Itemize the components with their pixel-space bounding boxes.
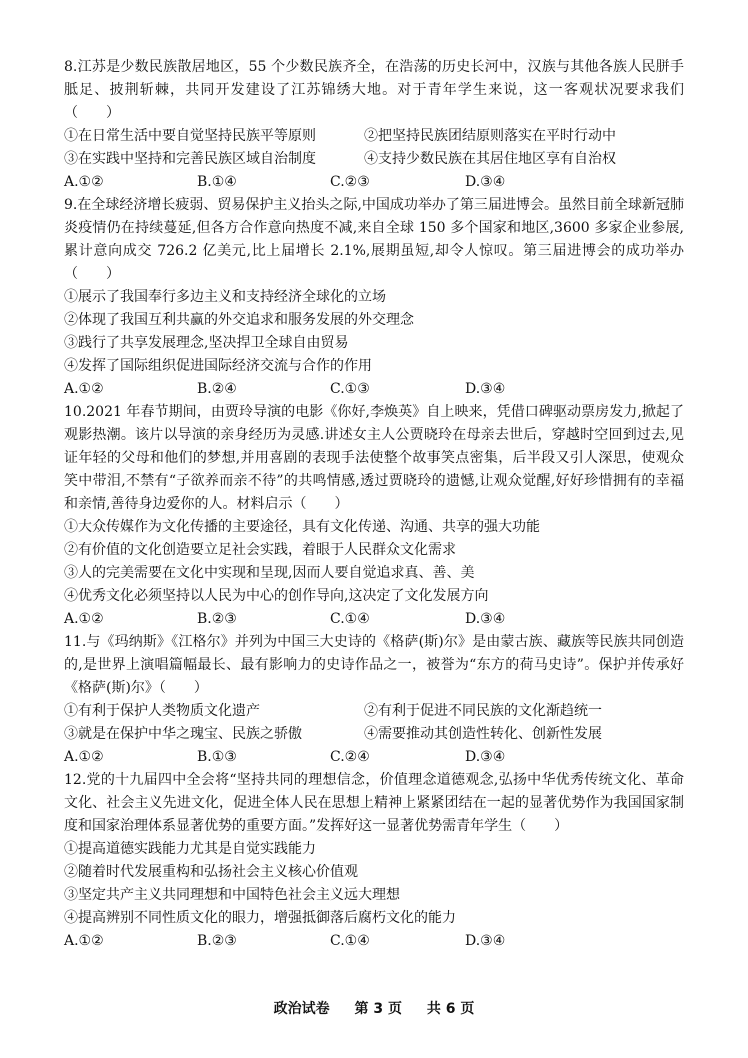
answer-d: D.③④ [465, 381, 506, 397]
answer-d: D.③④ [465, 611, 506, 627]
option-2: ②体现了我国互利共赢的外交追求和服务发展的外交理念 [64, 312, 414, 328]
answer-b: B.②④ [197, 381, 237, 397]
footer-subject: 政治试卷 [273, 1001, 330, 1017]
answer-d: D.③④ [465, 174, 506, 190]
option-1: ①有利于保护人类物质文化遗产 [64, 703, 260, 719]
option-3: ③践行了共享发展理念,坚决捍卫全球自由贸易 [64, 335, 349, 351]
question-stem: 8.江苏是少数民族散居地区，55 个少数民族齐全，在浩荡的历史长河中，汉族与其他各族人民胼手胝足、披荆斩棘，共同开发建设了江苏锦绣大地。对于青年学生来说，这一客观状况要求我们（ ） [64, 59, 684, 121]
answer-c: C.①④ [330, 611, 370, 627]
question-stem: 12.党的十九届四中全会将“坚持共同的理想信念，价值理念道德观念,弘扬中华优秀传统文化、革命文化、社会主义先进文化，促进全体人民在思想上精神上紧紧团结在一起的显著优势作为我国国家制度和国家治理体系显著优势的重要方面。”发挥好这一显著优势需青年学生（ ） [64, 772, 684, 834]
option-1: ①提高道德实践能力尤其是自觉实践能力 [64, 841, 316, 857]
question-stem: 11.与《玛纳斯》《江格尔》并列为中国三大史诗的《格萨(斯)尔》是由蒙古族、藏族等民族共同创造的,是世界上演唱篇幅最长、最有影响力的史诗作品之一，被誉为“东方的荷马史诗”。保护并传承好《格萨(斯)尔》（ ） [64, 634, 684, 696]
option-row [64, 125, 684, 148]
answer-c: C.②③ [330, 174, 370, 190]
question-12 [64, 769, 684, 953]
question-area [64, 56, 684, 953]
question-10 [64, 401, 684, 631]
answer-choices [64, 608, 684, 631]
answer-a: A.①② [64, 749, 104, 765]
option-2: ②有价值的文化创造要立足社会实践，着眼于人民群众文化需求 [64, 542, 456, 558]
option-4: ④需要推动其创造性转化、创新性发展 [364, 726, 602, 742]
option-3: ③坚定共产主义共同理想和中国特色社会主义远大理想 [64, 887, 400, 903]
answer-d: D.③④ [465, 749, 506, 765]
option-1: ①展示了我国奉行多边主义和支持经济全球化的立场 [64, 289, 386, 305]
footer-page-number: 第 3 页 [354, 1001, 402, 1017]
option-4: ④优秀文化必须坚持以人民为中心的创作导向,这决定了文化发展方向 [64, 588, 489, 604]
answer-choices [64, 171, 684, 194]
option-2: ②随着时代发展重构和弘扬社会主义核心价值观 [64, 864, 358, 880]
question-8 [64, 56, 684, 194]
answer-c: C.①③ [330, 381, 370, 397]
option-row [64, 148, 684, 171]
question-stem: 9.在全球经济增长疲弱、贸易保护主义抬头之际,中国成功举办了第三届进博会。虽然目前全球新冠肺炎疫情仍在持续蔓延,但各方合作意向热度不减,来自全球 150 多个国家和地区,3600 多家企业参展,累计意向成交 726.2 亿美元,比上届增长 2.1%,展期虽短,却令人惊叹。第三届进博会的成功举办（ ） [64, 197, 684, 282]
page-footer [0, 998, 748, 1018]
option-3: ③就是在保护中华之瑰宝、民族之骄傲 [64, 726, 302, 742]
option-4: ④提高辨别不同性质文化的眼力，增强抵御落后腐朽文化的能力 [64, 910, 456, 926]
answer-a: A.①② [64, 933, 104, 949]
option-1: ①在日常生活中要自觉坚持民族平等原则 [64, 128, 316, 144]
answer-b: B.①③ [197, 749, 237, 765]
answer-c: C.②④ [330, 749, 370, 765]
answer-b: B.②③ [197, 933, 237, 949]
option-row [64, 700, 684, 723]
answer-a: A.①② [64, 381, 104, 397]
option-2: ②把坚持民族团结原则落实在平时行动中 [364, 128, 616, 144]
answer-choices [64, 746, 684, 769]
option-3: ③人的完美需要在文化中实现和呈现,因而人要自觉追求真、善、美 [64, 565, 475, 581]
answer-d: D.③④ [465, 933, 506, 949]
option-4: ④发挥了国际组织促进国际经济交流与合作的作用 [64, 358, 372, 374]
option-row [64, 723, 684, 746]
answer-c: C.①④ [330, 933, 370, 949]
question-stem: 10.2021 年春节期间，由贾玲导演的电影《你好,李焕英》自上映来，凭借口碑驱动票房发力,掀起了观影热潮。该片以导演的亲身经历为灵感.讲述女主人公贾晓玲在母亲去世后，穿越时空回到过去,见证年轻的父母和他们的梦想,并用喜剧的表现手法使整个故事笑点密集，后半段又引人深思，使观众笑中带泪,不禁有“子欲养而亲不待”的共鸣情感,透过贾晓玲的遗憾,让观众觉醒,好好珍惜拥有的幸福和亲情,善待身边爱你的人。材料启示（ ） [64, 404, 684, 512]
question-11 [64, 631, 684, 769]
answer-a: A.①② [64, 611, 104, 627]
option-2: ②有利于促进不同民族的文化渐趋统一 [364, 703, 602, 719]
option-1: ①大众传媒作为文化传播的主要途径，具有文化传递、沟通、共享的强大功能 [64, 519, 540, 535]
answer-b: B.②③ [197, 611, 237, 627]
answer-a: A.①② [64, 174, 104, 190]
answer-choices [64, 378, 684, 401]
footer-total-pages: 共 6 页 [426, 1001, 475, 1017]
option-3: ③在实践中坚持和完善民族区域自治制度 [64, 151, 316, 167]
answer-b: B.①④ [197, 174, 237, 190]
question-9 [64, 194, 684, 401]
answer-choices [64, 930, 684, 953]
option-4: ④支持少数民族在其居住地区享有自治权 [364, 151, 616, 167]
